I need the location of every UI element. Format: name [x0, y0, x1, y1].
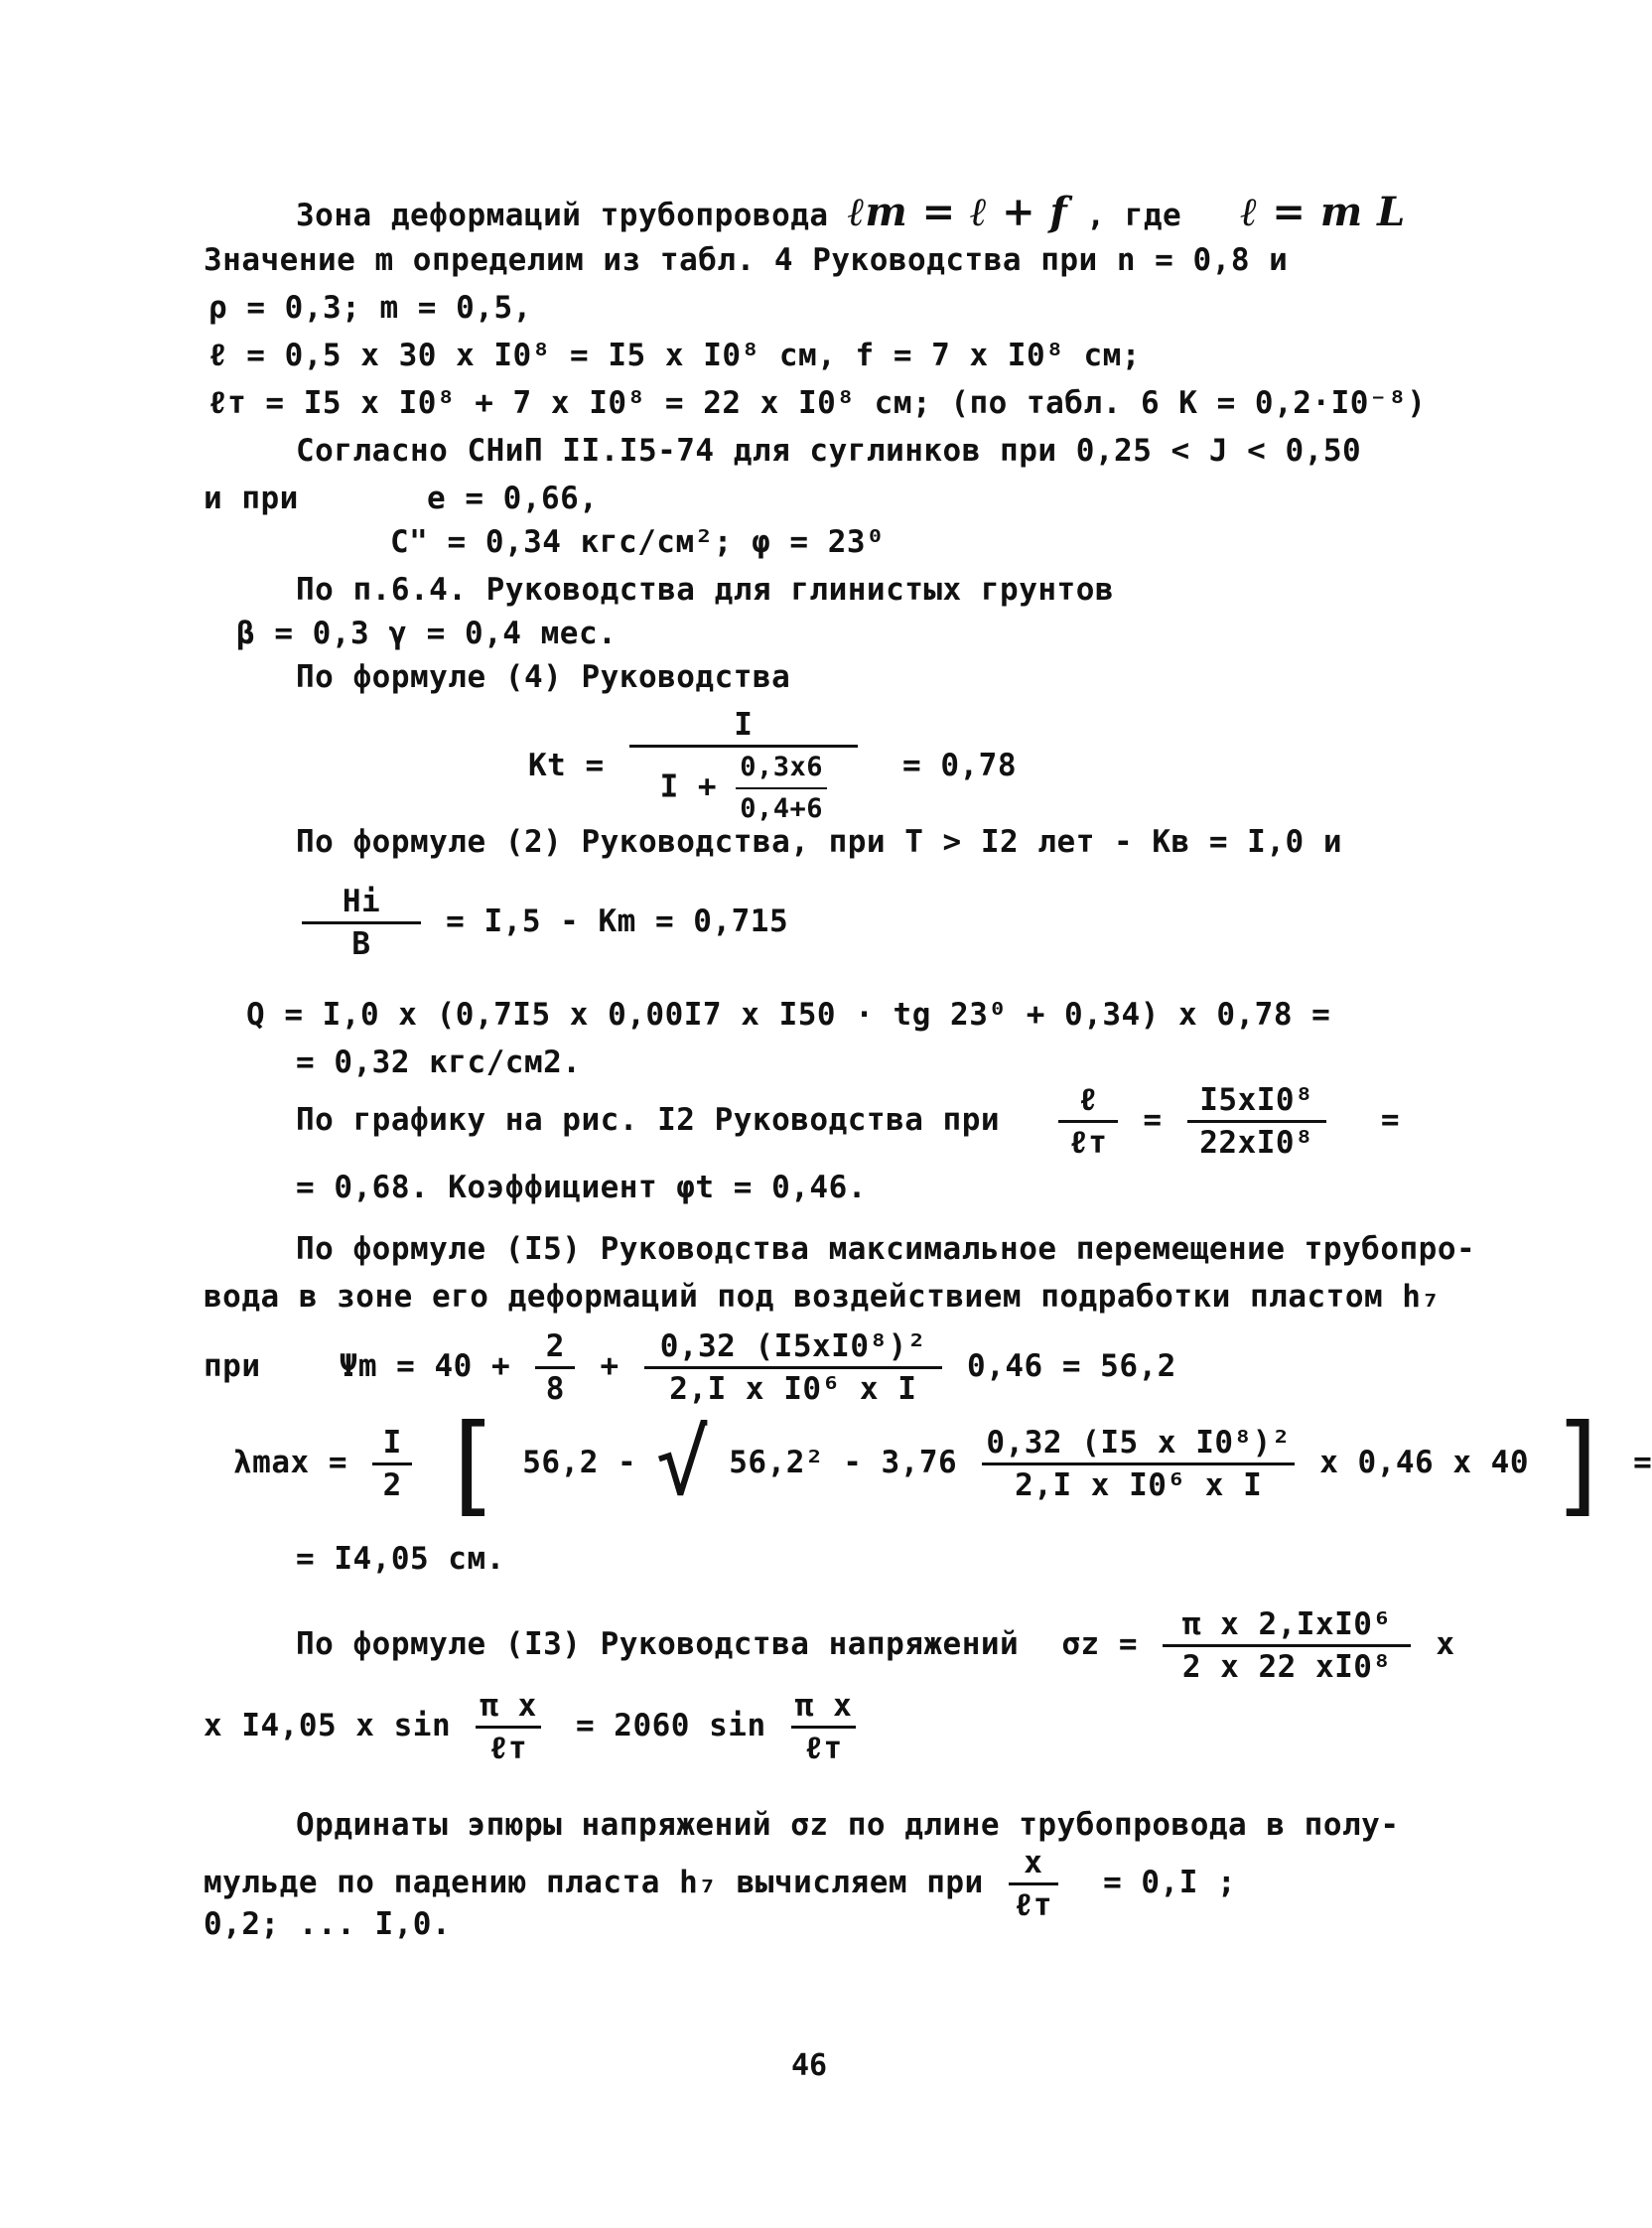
- sin-fraction-2: [791, 1688, 857, 1766]
- line-coefficient: = 0,68. Коэффициент φt = 0,46.: [296, 1170, 867, 1205]
- h-b-fraction: [302, 884, 421, 962]
- l-over-lt: [1058, 1082, 1118, 1161]
- formula-lambda: [233, 1400, 1652, 1528]
- denominator: ℓт: [804, 1731, 843, 1766]
- line-snip: Согласно СНиП II.I5-74 для суглинков при 0,25 < J < 0,50: [296, 433, 1362, 469]
- sqrt-sign: √: [655, 1411, 711, 1516]
- text: 56,2² - 3,76: [729, 1445, 958, 1480]
- text: e = 0,66,: [427, 481, 599, 516]
- line-c-phi: C" = 0,34 кгс/см²; φ = 23⁰: [390, 524, 886, 560]
- bracket-open: [: [437, 1400, 504, 1528]
- bracket-close: ]: [1548, 1400, 1614, 1528]
- line-rho: ρ = 0,3; m = 0,5,: [208, 290, 532, 326]
- kt-denominator: [629, 748, 858, 827]
- equals: =: [1380, 1102, 1401, 1138]
- formula-lt: ℓт = ℓ + f: [847, 189, 1068, 235]
- text: x 0,46 x 40: [1319, 1445, 1529, 1480]
- formula-sin: [204, 1688, 862, 1766]
- kt-inner-fraction: [736, 750, 827, 827]
- text: 56,2 -: [522, 1445, 637, 1480]
- denominator: ℓт: [488, 1731, 528, 1766]
- sin-fraction-1: [476, 1688, 541, 1766]
- line-q-formula: Q = I,0 x (0,7I5 x 0,00I7 x I50 · tg 23⁰ + 0,34) x 0,78 =: [246, 997, 1331, 1033]
- line-q-result: = 0,32 кгс/см2.: [296, 1044, 582, 1080]
- text: и при: [204, 481, 299, 516]
- denominator: 2 x 22 xI0⁸: [1181, 1649, 1392, 1685]
- equals: =: [1633, 1445, 1652, 1480]
- text: По графику на рис. I2 Руководства при: [296, 1102, 1001, 1138]
- line-lt-calc: ℓт = I5 x I0⁸ + 7 x I0⁸ = 22 x I0⁸ см; (по табл. 6 K = 0,2·I0⁻⁸): [208, 385, 1427, 421]
- numerator: π x 2,IxI0⁶: [1163, 1606, 1411, 1647]
- formula-sigma: [296, 1606, 1455, 1685]
- line-range: 0,2; ... I,0.: [204, 1906, 452, 1942]
- text: x I4,05 x sin: [204, 1708, 452, 1743]
- plus: +: [600, 1348, 620, 1384]
- formula-kt: [528, 707, 1017, 827]
- formula-h-b: [296, 884, 788, 962]
- equals: =: [1143, 1102, 1163, 1138]
- text: = 2060 sin: [575, 1708, 766, 1743]
- line-formula-4: По формуле (4) Руководства: [296, 659, 791, 695]
- denominator: ℓт: [1069, 1125, 1108, 1161]
- line-deformation-zone: [296, 189, 1406, 235]
- numerator: ℓ: [1058, 1082, 1118, 1123]
- formula-psi: [204, 1328, 1176, 1407]
- kt-label: Kt =: [528, 748, 605, 783]
- psi-fraction-1: [535, 1328, 575, 1407]
- formula-l: ℓ = m L: [1240, 189, 1406, 235]
- denominator: 2: [382, 1467, 402, 1503]
- numerator: I: [372, 1425, 412, 1465]
- text: мульде по падению пласта h₇ вычисляем при: [204, 1865, 984, 1900]
- psi-fraction-2: [644, 1328, 942, 1407]
- numerator: 0,32 (I5 x I0⁸)²: [982, 1425, 1295, 1465]
- lambda-fraction: [982, 1425, 1295, 1503]
- line-beta-gamma: β = 0,3 γ = 0,4 мес.: [236, 616, 618, 651]
- text: , где: [1086, 198, 1182, 233]
- line-graph: [296, 1082, 1400, 1161]
- km-value: = I,5 - Km = 0,715: [446, 904, 789, 939]
- sigma-fraction: [1163, 1606, 1411, 1685]
- half-fraction: [372, 1425, 412, 1503]
- denominator: 2,I x I0⁶ x I: [669, 1371, 917, 1407]
- numerator: x: [1009, 1845, 1058, 1885]
- sigma-label: σz =: [1061, 1626, 1139, 1662]
- line-formula-2: По формуле (2) Руководства, при T > I2 лет - Kв = I,0 и: [296, 824, 1342, 860]
- lambda-label: λmax =: [233, 1445, 347, 1480]
- kt-numerator: I: [629, 707, 858, 748]
- line-ordinates: Ординаты эпюры напряжений σz по длине трубопровода в полу-: [296, 1807, 1400, 1843]
- line-lambda-result: = I4,05 см.: [296, 1541, 505, 1577]
- denominator: ℓт: [1014, 1887, 1053, 1923]
- numerator: I5xI0⁸: [1187, 1082, 1326, 1123]
- text: = 0,I ;: [1103, 1865, 1237, 1900]
- line-pipe-zone: вода в зоне его деформаций под воздействием подработки пластом h₇: [204, 1279, 1441, 1315]
- b-denominator: B: [351, 926, 371, 962]
- x-over-lt: [1009, 1845, 1058, 1923]
- line-formula-15: По формуле (I5) Руководства максимальное перемещение трубопро-: [296, 1231, 1476, 1267]
- denominator: 2,I x I0⁶ x I: [1015, 1467, 1263, 1503]
- text: Зона деформаций трубопровода: [296, 198, 829, 233]
- numerator: 0,32 (I5xI0⁸)²: [644, 1328, 942, 1369]
- ratio-values: [1187, 1082, 1326, 1161]
- kt-inner-num: 0,3x6: [736, 750, 827, 789]
- times: x: [1436, 1626, 1455, 1662]
- line-m-value: Значение m определим из табл. 4 Руководства при n = 0,8 и: [204, 242, 1289, 278]
- line-e: [204, 481, 598, 516]
- numerator: π x: [791, 1688, 857, 1729]
- h-numerator: Hi: [302, 884, 421, 924]
- psi-value: 0,46 = 56,2: [967, 1348, 1176, 1384]
- kt-value: = 0,78: [902, 748, 1017, 783]
- kt-inner-den: 0,4+6: [740, 793, 824, 824]
- line-clay-soils: По п.6.4. Руководства для глинистых грунтов: [296, 572, 1115, 608]
- psi-label: Ψm = 40 +: [339, 1348, 511, 1384]
- numerator: π x: [476, 1688, 541, 1729]
- denominator: 22xI0⁸: [1199, 1125, 1314, 1161]
- text: при: [204, 1348, 261, 1384]
- page-number: 46: [791, 2048, 828, 2083]
- numerator: 2: [535, 1328, 575, 1369]
- denominator: 8: [545, 1371, 565, 1407]
- text: I +: [659, 768, 737, 805]
- kt-fraction: [629, 707, 858, 827]
- line-l-calc: ℓ = 0,5 x 30 x I0⁸ = I5 x I0⁸ см, f = 7 x I0⁸ см;: [208, 338, 1141, 373]
- text: По формуле (I3) Руководства напряжений: [296, 1626, 1020, 1662]
